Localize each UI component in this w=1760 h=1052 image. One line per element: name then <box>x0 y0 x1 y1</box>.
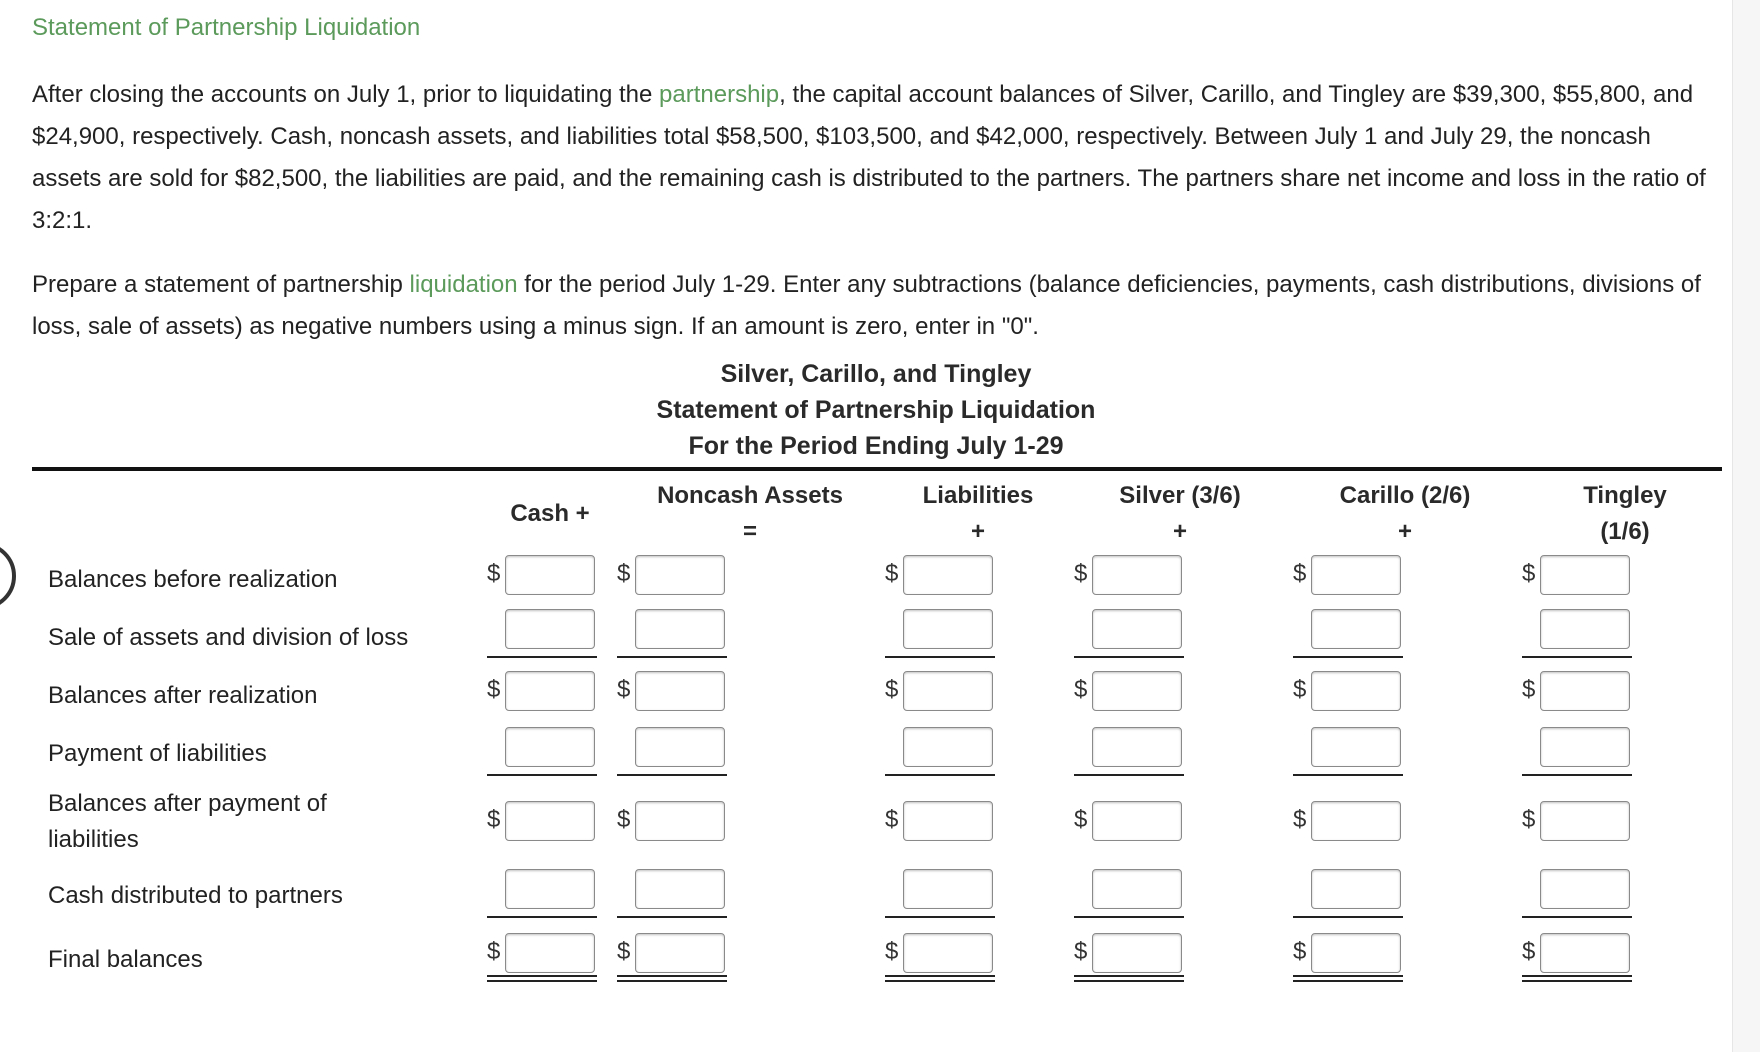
cell-noncash-assets <box>617 866 727 918</box>
amount-input-tingley[interactable] <box>1540 933 1630 973</box>
column-header-line: Silver (3/6) <box>1119 482 1241 509</box>
statement-company-name: Silver, Carillo, and Tingley <box>720 360 1032 388</box>
dollar-sign: $ <box>1074 938 1088 965</box>
column-header-line: + <box>970 518 985 545</box>
cell-silver <box>1074 724 1184 776</box>
column-header-carillo <box>1295 478 1515 550</box>
row-label: Balances before realization <box>48 566 338 593</box>
amount-input-carillo[interactable] <box>1311 933 1401 973</box>
intro-paragraph <box>32 74 1712 242</box>
cell-noncash-assets <box>617 724 727 776</box>
amount-input-tingley[interactable] <box>1540 727 1630 767</box>
cell-cash <box>487 668 597 720</box>
cell-cash <box>487 798 597 850</box>
dollar-sign: $ <box>487 806 501 833</box>
dollar-sign: $ <box>1522 676 1536 703</box>
amount-input-noncash-assets[interactable] <box>635 727 725 767</box>
column-header-line: Tingley <box>1583 482 1667 509</box>
dollar-sign: $ <box>487 560 501 587</box>
dollar-sign: $ <box>617 806 631 833</box>
column-header-line: + <box>1397 518 1412 545</box>
amount-input-tingley[interactable] <box>1540 801 1630 841</box>
dollar-sign: $ <box>1074 560 1088 587</box>
cell-noncash-assets <box>617 798 727 850</box>
amount-input-liabilities[interactable] <box>903 933 993 973</box>
amount-input-cash[interactable] <box>505 609 595 649</box>
cell-carillo <box>1293 866 1403 918</box>
amount-input-noncash-assets[interactable] <box>635 609 725 649</box>
cell-silver <box>1074 866 1184 918</box>
amount-input-carillo[interactable] <box>1311 727 1401 767</box>
row-label: Final balances <box>48 946 203 973</box>
cell-carillo <box>1293 798 1403 850</box>
row-label: Payment of liabilities <box>48 740 267 767</box>
cell-cash <box>487 724 597 776</box>
column-header-line: Cash + <box>510 500 590 527</box>
amount-input-cash[interactable] <box>505 801 595 841</box>
column-header-line: Liabilities <box>922 482 1034 509</box>
amount-input-cash[interactable] <box>505 555 595 595</box>
instructions-text-end: for the period July 1-29. Enter any subtractions (balance deficiencies, payments, cash distributions, divisions of loss, sale of assets) as negative numbers using a minus sign. If an amount is zero, enter in "0". <box>32 271 1701 340</box>
amount-input-carillo[interactable] <box>1311 609 1401 649</box>
cell-noncash-assets <box>617 930 727 982</box>
amount-input-cash[interactable] <box>505 869 595 909</box>
cell-cash <box>487 552 597 604</box>
amount-input-silver[interactable] <box>1092 609 1182 649</box>
amount-input-silver[interactable] <box>1092 555 1182 595</box>
amount-input-tingley[interactable] <box>1540 609 1630 649</box>
row-label: Sale of assets and division of loss <box>48 624 409 651</box>
intro-text-end: , the capital account balances of Silver, Carillo, and Tingley are $39,300, $55,800, and $24,900, respectively. Cash, noncash assets, and liabilities total $58,500, $103,500, and $42,000, respectively. Between July 1 and July 29, the noncash assets are sold for $82,500, the liabilities are paid, and the remaining cash is distributed to the partners. The partners share net income and loss in the ratio of 3:2:1. <box>32 81 1706 234</box>
dollar-sign: $ <box>1074 676 1088 703</box>
cell-liabilities <box>885 668 995 720</box>
dollar-sign: $ <box>1522 560 1536 587</box>
dollar-sign: $ <box>487 676 501 703</box>
intro-text-start: After closing the accounts on July 1, prior to liquidating the <box>32 81 660 108</box>
cell-silver <box>1074 930 1184 982</box>
amount-input-carillo[interactable] <box>1311 801 1401 841</box>
amount-input-cash[interactable] <box>505 671 595 711</box>
dollar-sign: $ <box>617 938 631 965</box>
dollar-sign: $ <box>1522 938 1536 965</box>
page-heading: Statement of Partnership Liquidation <box>32 14 421 41</box>
dollar-sign: $ <box>617 560 631 587</box>
column-header-liabilities <box>888 478 1068 550</box>
amount-input-cash[interactable] <box>505 727 595 767</box>
row-label: Cash distributed to partners <box>48 882 343 909</box>
column-header-noncash-assets <box>630 478 870 550</box>
column-header-line: = <box>742 518 757 545</box>
column-header-silver <box>1080 478 1280 550</box>
cell-silver <box>1074 552 1184 604</box>
amount-input-silver[interactable] <box>1092 933 1182 973</box>
column-header-line: Noncash Assets <box>657 482 843 509</box>
cell-carillo <box>1293 552 1403 604</box>
amount-input-noncash-assets[interactable] <box>635 671 725 711</box>
amount-input-silver[interactable] <box>1092 869 1182 909</box>
amount-input-tingley[interactable] <box>1540 869 1630 909</box>
amount-input-tingley[interactable] <box>1540 555 1630 595</box>
instructions-paragraph <box>32 264 1712 348</box>
cell-tingley <box>1522 930 1632 982</box>
dollar-sign: $ <box>885 560 899 587</box>
dollar-sign: $ <box>1293 560 1307 587</box>
dollar-sign: $ <box>487 938 501 965</box>
cell-cash <box>487 866 597 918</box>
statement-top-rule <box>32 467 1722 471</box>
amount-input-liabilities[interactable] <box>903 609 993 649</box>
dollar-sign: $ <box>1293 938 1307 965</box>
dollar-sign: $ <box>1522 806 1536 833</box>
dollar-sign: $ <box>1074 806 1088 833</box>
cell-tingley <box>1522 798 1632 850</box>
cell-carillo <box>1293 724 1403 776</box>
amount-input-liabilities[interactable] <box>903 801 993 841</box>
cell-liabilities <box>885 552 995 604</box>
amount-input-carillo[interactable] <box>1311 671 1401 711</box>
dollar-sign: $ <box>885 938 899 965</box>
amount-input-cash[interactable] <box>505 933 595 973</box>
partnership-link[interactable]: partnership <box>659 81 780 108</box>
cell-carillo <box>1293 930 1403 982</box>
amount-input-carillo[interactable] <box>1311 555 1401 595</box>
statement-period: For the Period Ending July 1-29 <box>688 432 1064 460</box>
dollar-sign: $ <box>885 676 899 703</box>
cell-cash <box>487 606 597 658</box>
amount-input-carillo[interactable] <box>1311 869 1401 909</box>
amount-input-tingley[interactable] <box>1540 671 1630 711</box>
amount-input-liabilities[interactable] <box>903 671 993 711</box>
statement-title: Statement of Partnership Liquidation <box>656 396 1096 424</box>
cell-liabilities <box>885 930 995 982</box>
amount-input-noncash-assets[interactable] <box>635 555 725 595</box>
amount-input-liabilities[interactable] <box>903 727 993 767</box>
cell-tingley <box>1522 866 1632 918</box>
row-label: Balances after realization <box>48 682 318 709</box>
cell-tingley <box>1522 668 1632 720</box>
cell-noncash-assets <box>617 606 727 658</box>
column-header-line: + <box>1172 518 1187 545</box>
cell-tingley <box>1522 606 1632 658</box>
cell-liabilities <box>885 606 995 658</box>
partial-circle-icon <box>0 542 16 610</box>
cell-liabilities <box>885 724 995 776</box>
column-header-line: Carillo (2/6) <box>1339 482 1471 509</box>
dollar-sign: $ <box>1293 806 1307 833</box>
amount-input-noncash-assets[interactable] <box>635 869 725 909</box>
cell-noncash-assets <box>617 668 727 720</box>
column-header-tingley <box>1545 478 1705 550</box>
instructions-text-start: Prepare a statement of partnership <box>32 271 410 298</box>
dollar-sign: $ <box>1293 676 1307 703</box>
amount-input-silver[interactable] <box>1092 671 1182 711</box>
cell-carillo <box>1293 606 1403 658</box>
cell-silver <box>1074 606 1184 658</box>
vertical-scrollbar[interactable] <box>1732 0 1760 1052</box>
amount-input-noncash-assets[interactable] <box>635 801 725 841</box>
liquidation-link[interactable]: liquidation <box>409 271 518 298</box>
cell-noncash-assets <box>617 552 727 604</box>
column-header-cash <box>470 496 630 532</box>
cell-cash <box>487 930 597 982</box>
cell-liabilities <box>885 798 995 850</box>
cell-liabilities <box>885 866 995 918</box>
column-header-line: (1/6) <box>1600 518 1650 545</box>
amount-input-noncash-assets[interactable] <box>635 933 725 973</box>
row-label: Balances after payment of liabilities <box>48 790 327 853</box>
amount-input-liabilities[interactable] <box>903 869 993 909</box>
cell-tingley <box>1522 724 1632 776</box>
cell-silver <box>1074 668 1184 720</box>
dollar-sign: $ <box>885 806 899 833</box>
amount-input-liabilities[interactable] <box>903 555 993 595</box>
cell-silver <box>1074 798 1184 850</box>
cell-tingley <box>1522 552 1632 604</box>
dollar-sign: $ <box>617 676 631 703</box>
amount-input-silver[interactable] <box>1092 801 1182 841</box>
amount-input-silver[interactable] <box>1092 727 1182 767</box>
cell-carillo <box>1293 668 1403 720</box>
